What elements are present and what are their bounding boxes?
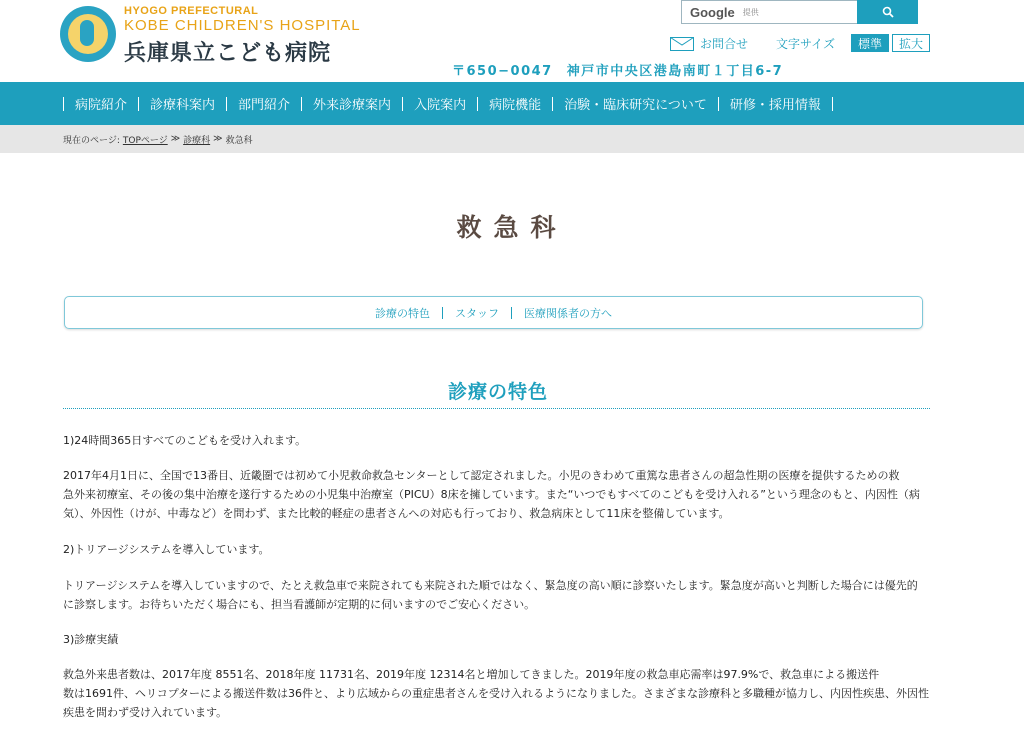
feature-heading-2: 2)トリアージシステムを導入しています。 [63, 543, 270, 556]
feature-paragraph-1: 2017年4月1日に、全国で13番目、近畿圏では初めて小児救命救急センターとして認定されました。小児のきわめて重篤な患者さんの超急性期の医療を提供するための救 急外来初療室、その後の集中治療を遂行するための小児集中治療室（PICU）8床を擁しています。また“いつでもすべてのこどもを受け入れる”という理念のもと、内因性（病 気）、外因性（けが、中毒など）を問わず、また比較的軽症の患者さんへの対応も行っており、救急病床として11床を整備しています。 [63, 469, 920, 520]
feature-heading-1: 1)24時間365日すべてのこどもを受け入れます。 [63, 434, 307, 447]
nav-hospital-intro[interactable]: 病院紹介 [75, 98, 128, 113]
section-divider [63, 408, 930, 409]
street-address: 神戸市中央区港島南町１丁目6-7 [566, 64, 784, 79]
breadcrumb-departments[interactable]: 診療科 [183, 135, 211, 146]
section-title: 診療の特色 [447, 381, 548, 403]
hospital-logo[interactable] [60, 6, 116, 62]
feature-heading-3: 3)診療実績 [63, 633, 119, 646]
anchor-medical-professionals[interactable]: 医療関係者の方へ [524, 306, 612, 320]
font-size-large-button[interactable]: 拡大 [892, 34, 930, 52]
hospital-address [452, 60, 783, 79]
anchor-features[interactable]: 診療の特色 [375, 306, 430, 320]
nav-inpatient[interactable]: 入院案内 [414, 98, 467, 113]
site-header [0, 0, 1024, 82]
nav-outpatient[interactable]: 外来診療案内 [313, 98, 392, 113]
feature-paragraph-2: トリアージシステムを導入していますので、たとえ救急車で来院されても来院された順ではなく、緊急度の高い順に診察いたします。緊急度が高いと判断した場合には優先的 に診察します。お待ちいただく場合にも、担当看護師が定期的に伺いますのでご安心ください。 [63, 579, 918, 611]
breadcrumb-sep: ≫ [213, 134, 223, 144]
anchor-staff[interactable]: スタッフ [455, 306, 499, 320]
nav-hospital-functions[interactable]: 病院機能 [489, 98, 542, 113]
hospital-name-en-prefecture: HYOGO PREFECTURAL [124, 5, 259, 17]
contact-link[interactable] [670, 35, 748, 52]
breadcrumb-prefix: 現在のページ: [63, 135, 120, 146]
contact-label: お問合せ [700, 37, 749, 51]
hospital-name-en: KOBE CHILDREN'S HOSPITAL [124, 17, 361, 34]
hospital-name-ja[interactable]: 兵庫県立こども病院 [124, 41, 332, 66]
font-size-label: 文字サイズ [776, 37, 836, 51]
nav-divisions[interactable]: 部門紹介 [238, 98, 291, 113]
postal-code: 〒650−0047 [452, 64, 553, 79]
feature-paragraph-3: 救急外来患者数は、2017年度 8551名、2018年度 11731名、2019年度 12314名と増加してきました。2019年度の救急車応需率は97.9%で、救急車による搬送件 数は1691件、ヘリコプターによる搬送件数は36件と、より広域からの重症患者さんを受け入れるようになりました。さまざまな診療科と多職種が協力し、内因性疾患、外因性 疾患を問わず受け入れています。 [63, 668, 929, 719]
google-brand: Google [690, 4, 735, 20]
search-icon [882, 6, 894, 18]
nav-clinical-research[interactable]: 治験・臨床研究について [564, 98, 707, 113]
mail-icon [670, 37, 694, 51]
anchor-links [64, 296, 923, 329]
breadcrumb-current: 救急科 [225, 135, 253, 146]
search-input[interactable] [681, 0, 857, 24]
nav-departments[interactable]: 診療科案内 [150, 98, 216, 113]
font-size-standard-button[interactable]: 標準 [851, 34, 889, 52]
page-title: 救急科 [456, 213, 568, 242]
breadcrumb-top[interactable]: TOPページ [122, 135, 168, 146]
search-button[interactable] [857, 0, 918, 24]
site-search [681, 0, 918, 24]
nav-training-recruit[interactable]: 研修・採用情報 [729, 98, 821, 113]
powered-by-label: 提供 [742, 7, 759, 17]
global-nav [0, 82, 1024, 125]
breadcrumb-sep: ≫ [170, 134, 181, 144]
breadcrumb [0, 125, 1024, 153]
